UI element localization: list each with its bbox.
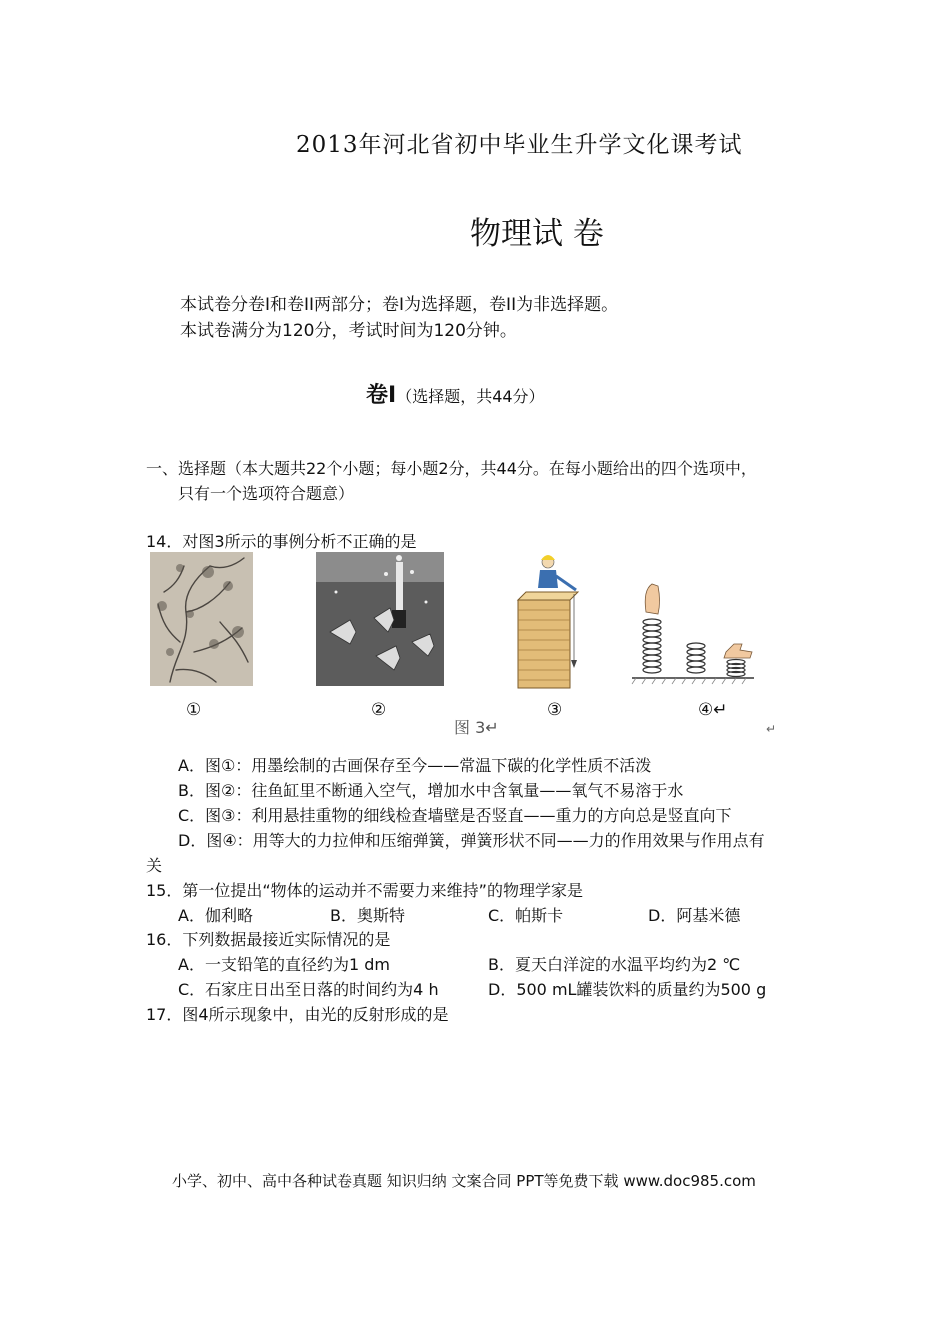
part-note: （选择题，共44分） xyxy=(396,387,545,406)
q16-option-b: B．夏天白洋淀的水温平均约为2 ℃ xyxy=(488,955,741,974)
q14-option-b: B．图②：往鱼缸里不断通入空气，增加水中含氧量——氧气不易溶于水 xyxy=(178,781,684,800)
part-label: 卷I xyxy=(366,383,397,408)
intro-line-1: 本试卷分卷I和卷II两部分；卷I为选择题，卷II为非选择题。 xyxy=(180,295,619,315)
q17-stem: 17．图4所示现象中，由光的反射形成的是 xyxy=(146,1005,449,1024)
subject-title: 物理试 卷 xyxy=(470,216,604,252)
q16-option-c: C．石家庄日出至日落的时间约为4 h xyxy=(178,980,439,999)
plumb-line-wall-figure xyxy=(510,548,592,690)
q15-option-b: B．奥斯特 xyxy=(330,906,405,925)
section-heading-cont: 只有一个选项符合题意） xyxy=(178,484,355,503)
fish-tank-figure xyxy=(316,552,444,686)
q15-option-c: C．帕斯卡 xyxy=(488,906,564,925)
intro-line-2: 本试卷满分为120分，考试时间为120分钟。 xyxy=(180,321,517,341)
figure-label-3: ③ xyxy=(547,700,563,720)
q15-option-a: A．伽利略 xyxy=(178,906,253,925)
figure-label-2: ② xyxy=(371,700,387,720)
q16-option-d: D．500 mL罐装饮料的质量约为500 g xyxy=(488,980,767,999)
footer-text: 小学、初中、高中各种试卷真题 知识归纳 文案合同 PPT等免费下载 www.doc985.com xyxy=(172,1172,756,1190)
exam-title: 2013年河北省初中毕业生升学文化课考试 xyxy=(296,132,743,158)
q14-option-d: D．图④：用等大的力拉伸和压缩弹簧，弹簧形状不同——力的作用效果与作用点有 xyxy=(178,831,765,850)
q15-stem: 15．第一位提出“物体的运动并不需要力来维持”的物理学家是 xyxy=(146,881,583,900)
figure-label-1: ① xyxy=(186,700,202,720)
figure-label-4: ④↵ xyxy=(698,700,728,720)
q15-option-d: D．阿基米德 xyxy=(648,906,741,925)
figure-caption: 图 3↵ xyxy=(454,718,499,737)
q16-option-a: A．一支铅笔的直径约为1 dm xyxy=(178,955,390,974)
part-title xyxy=(366,378,545,409)
q14-option-d-wrap: 关 xyxy=(146,856,163,875)
q16-stem: 16．下列数据最接近实际情况的是 xyxy=(146,930,391,949)
return-mark: ↵ xyxy=(766,722,777,736)
q14-option-c: C．图③：利用悬挂重物的细线检查墙壁是否竖直——重力的方向总是竖直向下 xyxy=(178,806,732,825)
q14-stem: 14．对图3所示的事例分析不正确的是 xyxy=(146,532,417,551)
q14-option-a: A．图①：用墨绘制的古画保存至今——常温下碳的化学性质不活泼 xyxy=(178,756,652,775)
ink-painting-figure xyxy=(150,552,253,686)
section-heading: 一、选择题（本大题共22个小题；每小题2分，共44分。在每小题给出的四个选项中， xyxy=(146,459,757,478)
springs-figure xyxy=(630,582,756,688)
